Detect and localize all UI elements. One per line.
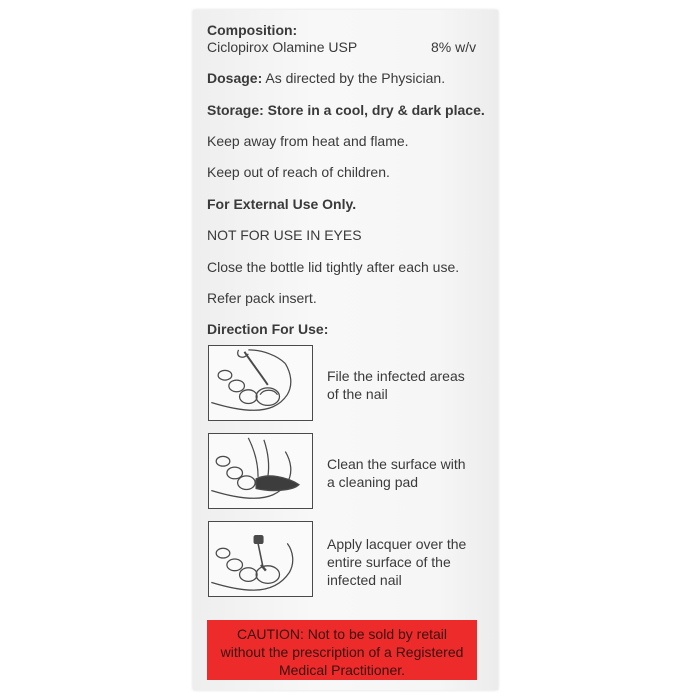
step-3-illustration bbox=[208, 521, 313, 597]
refer-line: Refer pack insert. bbox=[207, 290, 317, 306]
direction-heading: Direction For Use: bbox=[207, 321, 329, 337]
caution-line-1: CAUTION: Not to be sold by retail bbox=[236, 626, 448, 642]
step-1-illustration bbox=[208, 345, 313, 421]
dosage-line bbox=[207, 70, 445, 87]
eye-warning-line: NOT FOR USE IN EYES bbox=[207, 227, 362, 243]
storage-line: Storage: Store in a cool, dry & dark place. bbox=[207, 102, 485, 118]
ingredient-name: Ciclopirox Olamine USP bbox=[207, 39, 358, 55]
step-2-text: Clean the surface with a cleaning pad bbox=[327, 456, 466, 490]
toe-file-icon bbox=[209, 346, 312, 420]
step-2-illustration bbox=[208, 433, 313, 509]
external-use-line: For External Use Only. bbox=[207, 196, 357, 212]
dosage-label: Dosage: bbox=[207, 70, 263, 86]
dosage-text: As directed by the Physician. bbox=[262, 70, 446, 86]
toe-brush-icon bbox=[209, 522, 312, 596]
step-1-text: File the infected areas of the nail bbox=[327, 368, 465, 402]
ingredient-strength: 8% w/v bbox=[431, 39, 477, 55]
caution-banner bbox=[207, 620, 477, 680]
caution-line-3: Medical Practitioner. bbox=[278, 662, 406, 678]
composition-heading: Composition: bbox=[207, 22, 298, 38]
caution-line-2: without the prescription of a Registered bbox=[220, 644, 464, 660]
close-lid-line: Close the bottle lid tightly after each use. bbox=[207, 259, 460, 275]
step-3-text: Apply lacquer over the entire surface of the infected nail bbox=[327, 536, 467, 588]
warning-children: Keep out of reach of children. bbox=[207, 164, 390, 180]
warning-heat: Keep away from heat and flame. bbox=[207, 133, 409, 149]
toe-clean-icon bbox=[209, 434, 312, 508]
